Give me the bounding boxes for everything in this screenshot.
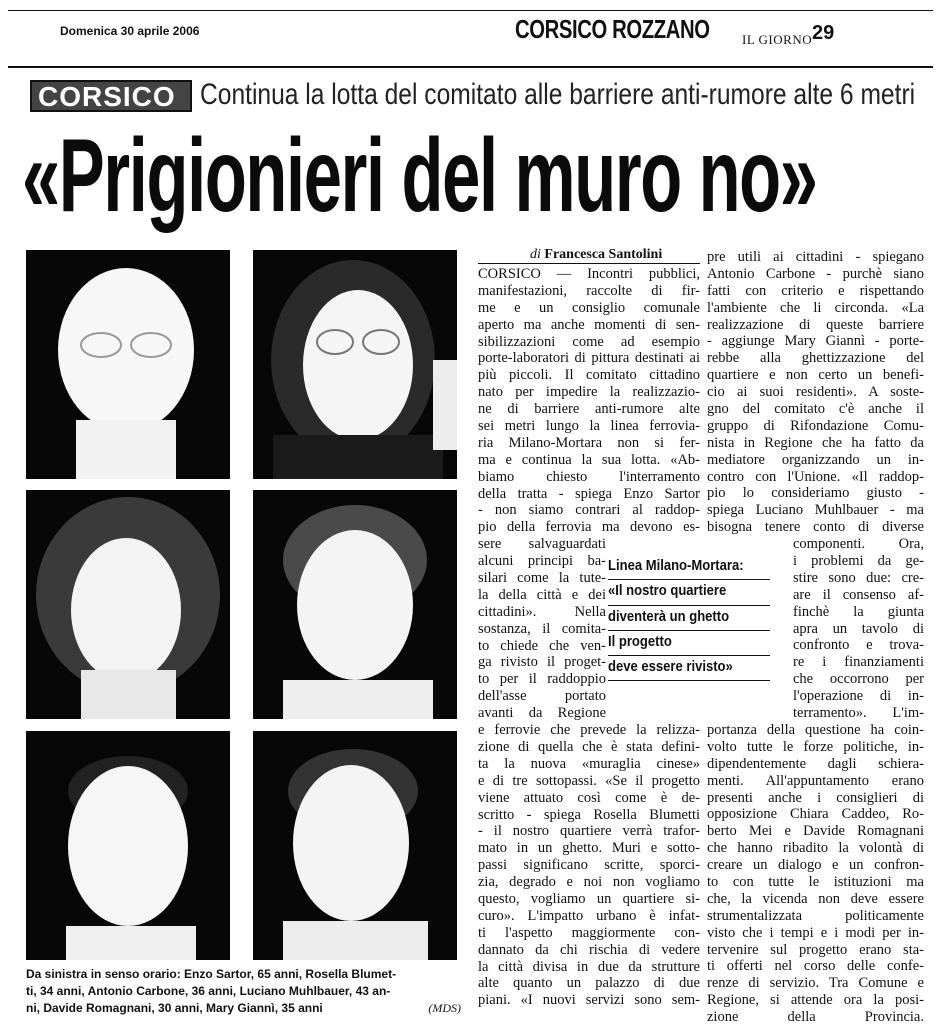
article-line: opposizione Chiara Caddeo, Ro- (707, 806, 924, 823)
article-line: - aggiunge Mary Giannì - porte- (707, 333, 924, 350)
article-line: sei metri lungo la linea ferrovia- (478, 418, 700, 435)
article-line: nista in Regione che ha fatto da (707, 434, 924, 451)
article-line: tervenire sul progetto erano sta- (707, 941, 924, 958)
article-line: volto tutte le forze politiche, in- (707, 738, 924, 755)
article-line: menti. All'appuntamento erano (707, 772, 924, 789)
article-line: - non siamo contrari al raddop- (478, 502, 700, 519)
article-line: piani. «I nuovi servizi sono sem- (478, 992, 700, 1009)
subheadline: Continua la lotta del comitato alle barriere anti-rumore alte 6 metri (200, 78, 916, 111)
article-line: silari come la tute- (478, 570, 606, 587)
article-line: Regione, si attende ora la posi- (707, 992, 924, 1009)
article-line: curo». L'impatto urbano è infat- (478, 907, 700, 924)
article-line: pio della ferrovia ma devono es- (478, 519, 700, 536)
article-line: berto Mei e Davide Romagnani (707, 823, 924, 840)
article-line: della tratta - spiega Enzo Sartor (478, 485, 700, 502)
article-line: Antonio Carbone - purchè siano (707, 265, 924, 282)
portrait-photo-4 (253, 490, 457, 719)
article-line: alcuni principi ba- (478, 553, 606, 570)
article-line: re i finanziamenti (793, 654, 924, 671)
article-line: stire sono due: cre- (793, 569, 924, 586)
article-line: sostanza, il comita- (478, 620, 606, 637)
article-line: ta la nuova «muraglia cinese» (478, 755, 700, 772)
caption-text: ni, Davide Romagnani, 30 anni, Mary Giannì, 35 anni (26, 1001, 323, 1015)
article-line: terramento». L'im- (793, 705, 924, 722)
article-line: renze di servizio. Tra Comune e (707, 975, 924, 992)
issue-date: Domenica 30 aprile 2006 (60, 24, 200, 38)
article-line: pre utili ai cittadini - spiegano (707, 249, 924, 265)
article-line: ti l'aspetto maggiormente con- (478, 924, 700, 941)
article-line: me e un consiglio comunale (478, 299, 700, 316)
article-line: visto che i tempi e i modi per in- (707, 924, 924, 941)
article-line: creare un dialogo e un confron- (707, 857, 924, 874)
article-line: zione di quella che è stata defini- (478, 738, 700, 755)
newspaper-name: IL GIORNO (742, 32, 813, 47)
article-line: ma e continua la sua lotta. «Ab- (478, 451, 700, 468)
article-line: fatti con criterio e rispettando (707, 282, 924, 299)
article-line: aperto ma anche momenti di sen- (478, 316, 700, 333)
caption-line: Da sinistra in senso orario: Enzo Sartor, 65 anni, Rosella Blumet- (26, 967, 397, 981)
article-line: gruppo di Rifondazione Comu- (707, 417, 924, 434)
masthead-rule (8, 66, 933, 68)
article-line: porte-laboratori di pittura destinati ai (478, 350, 700, 367)
page-number: 29 (812, 22, 835, 44)
caption-line: ti, 34 anni, Antonio Carbone, 36 anni, Luciano Muhlbauer, 43 an- (26, 984, 391, 998)
article-line: dipendentemente dagli schiera- (707, 755, 924, 772)
location-tag-label: CORSICO (38, 81, 176, 112)
article-line: alte quanto un palazzo di due (478, 975, 700, 992)
article-line: to per il raddoppio (478, 671, 606, 688)
byline (530, 247, 662, 263)
caption-line (26, 1000, 461, 1017)
article-line: ne di barriere anti-rumore alte (478, 401, 700, 418)
portrait-photo-5 (26, 731, 230, 960)
article-line: mato in un ghetto. Muri e sotto- (478, 840, 700, 857)
article-line: e di tre sottopassi. «Se il progetto (478, 772, 700, 789)
article-line: l'ambiente che li circonda. «La (707, 299, 924, 316)
pull-quote-line: deve essere rivisto» (608, 656, 770, 681)
article-line: to chiede che ven- (478, 637, 606, 654)
portrait-woman-glasses (253, 250, 457, 479)
portrait-photo-6 (253, 731, 457, 960)
article-line: la della città e dei (478, 586, 606, 603)
pull-quote-line: Il progetto (608, 631, 770, 656)
article-line: realizzazione di queste barriere (707, 316, 924, 333)
article-line: CORSICO — Incontri pubblici, (478, 266, 700, 282)
article-line: che occorrono per (793, 671, 924, 688)
article-line: la città divisa in due da strutture (478, 958, 700, 975)
article-line: sibilizzazioni come ad esempio (478, 333, 700, 350)
article-line: scritto - spiega Rosella Blumetti (478, 806, 700, 823)
portrait-bald-man-glasses (26, 250, 230, 479)
article-line: componenti. Ora, (793, 536, 924, 553)
pull-quote-line: «Il nostro quartiere (608, 580, 770, 605)
portrait-photo-3 (26, 490, 230, 719)
location-tag (30, 80, 192, 112)
portrait-curly-hair (26, 490, 230, 719)
article-line: i problemi da ge- (793, 553, 924, 570)
photo-credit: (MDS) (428, 1001, 461, 1015)
article-line: nato per impedire la realizzazio- (478, 384, 700, 401)
article-line: sere salvaguardati (478, 536, 606, 553)
portrait-man-curly (253, 490, 457, 719)
article-line: confronto e trova- (793, 637, 924, 654)
article-line: l'operazione di in- (793, 688, 924, 705)
pull-quote-line: diventerà un ghetto (608, 606, 770, 631)
article-line: quartiere e non certo un benefi- (707, 367, 924, 384)
portrait-photo-2 (253, 250, 457, 479)
article-line: ti offerti nel corso delle confe- (707, 958, 924, 975)
article-line: gno del comitato c'è anche il (707, 401, 924, 418)
article-line: zia, degrado e noi non vogliamo (478, 874, 700, 891)
article-line: dell'asse portato (478, 688, 606, 705)
article-line: presenti anche i consiglieri di (707, 789, 924, 806)
byline-author: Francesca Santolini (544, 247, 663, 262)
article-line: - il nostro quartiere verrà trafor- (478, 823, 700, 840)
pull-quote-line: Linea Milano-Mortara: (608, 555, 770, 580)
article-line: cio ai suoi residenti». A soste- (707, 384, 924, 401)
byline-rule (478, 263, 700, 264)
byline-prefix: di (530, 247, 541, 262)
article-line: portanza della questione ha coin- (707, 721, 924, 738)
pull-quote (608, 555, 788, 681)
article-line: dannato da chi rischia di vedere (478, 941, 700, 958)
article-line: viene attuato così come è de- (478, 789, 700, 806)
article-line: apra un tavolo di (793, 620, 924, 637)
article-line: rebbe alla ghettizzazione del (707, 350, 924, 367)
article-line: to con tutte le istituzioni ma (707, 873, 924, 890)
article-line: e ferrovie che prevede la relizza- (478, 722, 700, 739)
article-line: are il consenso af- (793, 586, 924, 603)
portrait-woman-short-hair (253, 731, 457, 960)
article-line: manifestazioni, raccolte di fir- (478, 282, 700, 299)
portrait-photo-1 (26, 250, 230, 479)
article-line: che hanno ribadito la volontà di (707, 840, 924, 857)
headline: «Prigionieri del muro no» (22, 118, 817, 234)
article-line: contro con l'Unione. «Il raddop- (707, 468, 924, 485)
article-line: bisogna tenere conto di diverse (707, 519, 924, 536)
article-line: zione della Provincia. (707, 1009, 924, 1026)
article-line: pio lo consideriamo giusto - (707, 485, 924, 502)
article-line: ga rivisto il proget- (478, 654, 606, 671)
article-line: avanti da Regione (478, 705, 606, 722)
article-line: passi significano scritte, sporci- (478, 857, 700, 874)
portrait-young-man (26, 731, 230, 960)
article-line: mediatore organizzando un in- (707, 451, 924, 468)
article-line: biamo chiesto l'interramento (478, 468, 700, 485)
top-rule (8, 10, 933, 11)
article-line: cittadini». Nella (478, 603, 606, 620)
photo-caption (26, 966, 461, 1017)
article-line: che, la vicenda non deve essere (707, 890, 924, 907)
article-line: ria Milano-Mortara non si fer- (478, 434, 700, 451)
article-line: spiega Luciano Muhlbauer - ma (707, 502, 924, 519)
section-title: CORSICO ROZZANO (515, 14, 710, 44)
article-line: questo, vogliamo un quartiere si- (478, 890, 700, 907)
article-line: strumentalizzata politicamente (707, 907, 924, 924)
article-line: finchè la giunta (793, 603, 924, 620)
article-line: più piccoli. Il comitato cittadino (478, 367, 700, 384)
